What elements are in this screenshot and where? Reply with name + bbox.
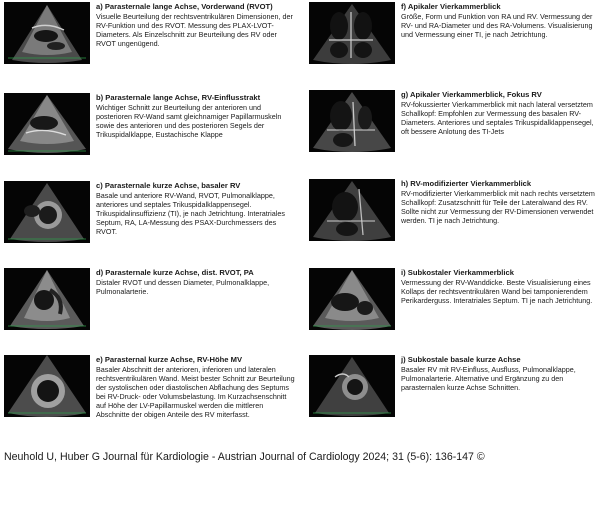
citation: Neuhold U, Huber G Journal für Kardiologie - Austrian Journal of Cardiology 2024; 31 (5-6): 136-147 © xyxy=(4,451,485,463)
panel-c-title: c) Parasternale kurze Achse, basaler RV xyxy=(96,181,241,190)
panel-a-description: Visuelle Beurteilung der rechtsventrikulären Dimensionen, der RV-Funktion und des RVOT. Messung des PLAX-LVOT-Diameters. Als Einzelschnitt zur Beurteilung des RV oder RVOT ungenügend. xyxy=(96,12,293,49)
panel-h-description: RV-modifizierter Vierkammerblick mit nach rechts versetztem Schallkopf: Zusatzschnitt für Teile der Lateralwand des RV. Sollte nicht zur Vermessung der RV-Dimensionen verwendet werden. TI je nach Jetrichtung. xyxy=(401,189,595,226)
echo-image-a xyxy=(4,2,90,64)
echo-image-c xyxy=(4,181,90,243)
echo-image-d xyxy=(4,268,90,330)
echo-image-e xyxy=(4,355,90,417)
panel-f-title: f) Apikaler Vierkammerblick xyxy=(401,2,501,11)
panel-c-description: Basale und anteriore RV-Wand, RVOT, Pulmonalklappe, anteriores und septales Trikuspidalklappensegel. Trikuspidalinsuffizienz (TI), je nach Jetrichtung. Interatriales Septum, RA, LA-Messung des PSAX-Durchmessers des RVOT. xyxy=(96,191,285,237)
panel-d-title: d) Parasternale kurze Achse, dist. RVOT, PA xyxy=(96,268,254,277)
panel-h-title: h) RV-modifizierter Vierkammerblick xyxy=(401,179,532,188)
panel-f-description: Größe, Form und Funktion von RA und RV. Vermessung der RV- und RA-Diameter und des RA-Volumens. Visualisierung und Vermessung einer TI, je nach Jetrichtung. xyxy=(401,12,593,40)
echo-image-i xyxy=(309,268,395,330)
panel-d-description: Distaler RVOT und dessen Diameter, Pulmonalklappe, Pulmonalarterie. xyxy=(96,278,270,297)
echo-image-g xyxy=(309,90,395,152)
panel-e-title: e) Parasternal kurze Achse, RV-Höhe MV xyxy=(96,355,243,364)
panel-a-title: a) Parasternale lange Achse, Vorderwand (RVOT) xyxy=(96,2,273,11)
panel-e-description: Basaler Abschnitt der anterioren, inferioren und lateralen rechtsventrikulären Wand. Meist bester Schnitt zur Beurteilung der systolischen oder diastolischen Abflachung des Septums bei RV-Druck- oder Volumsbelastung. Im Kurzachsenschnitt auf Höhe der LV-Papillarmuskel werden die mittleren Abschnitte der obigen Anteile des RV miterfasst. xyxy=(96,365,295,420)
echo-image-j xyxy=(309,355,395,417)
echo-image-h xyxy=(309,179,395,241)
panel-b-title: b) Parasternale lange Achse, RV-Einflusstrakt xyxy=(96,93,261,102)
panel-j-title: j) Subkostale basale kurze Achse xyxy=(401,355,521,364)
panel-j-description: Basaler RV mit RV-Einfluss, Ausfluss, Pulmonalklappe, Pulmonalarterie. Alternative und Ergänzung zu den parasternalen kurze Achse Schnitten. xyxy=(401,365,576,393)
panel-g-description: RV-fokussierter Vierkammerblick mit nach lateral versetztem Schallkopf: Empfohlen zur Vermessung des basalen RV-Diameters. Anteriores und septales Trikuspidalklappensegel, oft bessere Anlotung des TI-Jets xyxy=(401,100,594,137)
echo-image-f xyxy=(309,2,395,64)
panel-b-description: Wichtiger Schnitt zur Beurteilung der anterioren und posterioren RV-Wand samt gleichnamiger Papillarmuskeln sowie des anterioren und des posterioren Segels der Trikuspidalklappe, Eustachische Klappe xyxy=(96,103,282,140)
panel-g-title: g) Apikaler Vierkammerblick, Fokus RV xyxy=(401,90,542,99)
echo-image-b xyxy=(4,93,90,155)
panel-i-title: i) Subkostaler Vierkammerblick xyxy=(401,268,514,277)
panel-i-description: Vermessung der RV-Wanddicke. Beste Visualisierung eines Kollaps der rechtsventrikulären Wand bei tamponierendem Perikarderguss. Interatriales Septum. TI je nach Jetrichtung. xyxy=(401,278,593,306)
